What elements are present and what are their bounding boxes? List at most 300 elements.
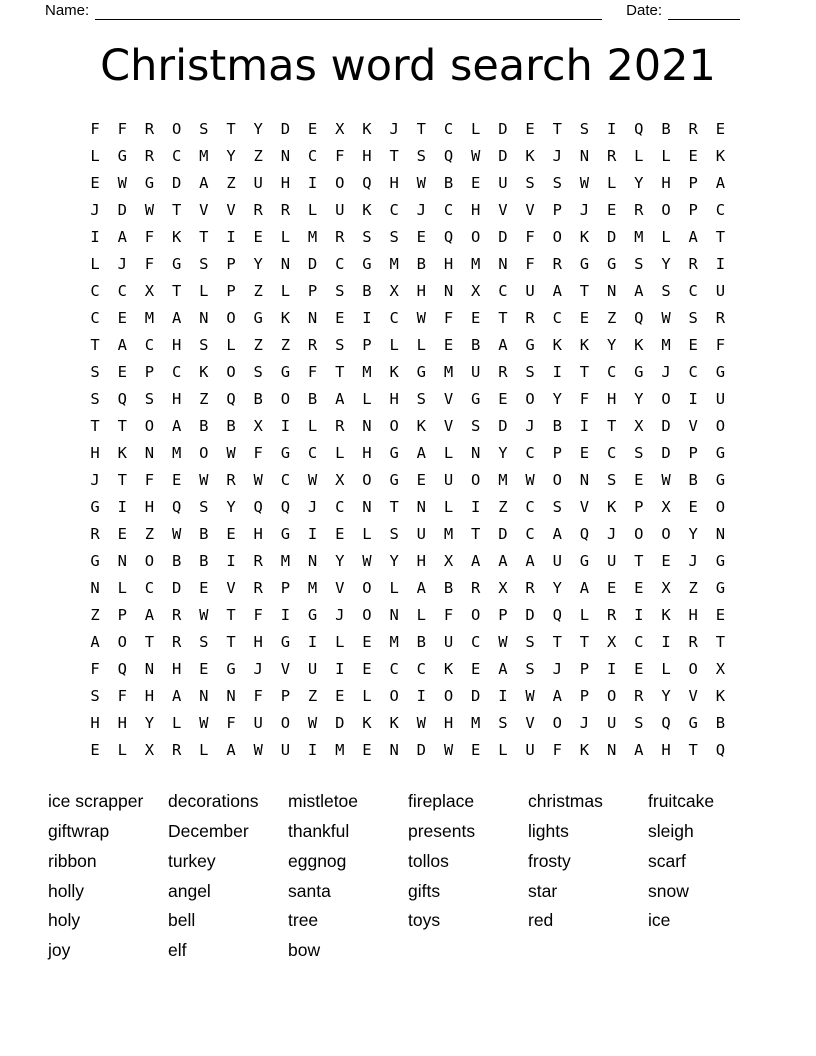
grid-cell: U bbox=[253, 713, 263, 732]
grid-cell: M bbox=[362, 362, 372, 381]
grid-cell: C bbox=[280, 470, 291, 489]
grid-cell: E bbox=[606, 200, 617, 219]
grid-cell: I bbox=[661, 632, 671, 651]
grid-row bbox=[82, 331, 735, 358]
grid-cell: R bbox=[688, 119, 698, 138]
grid-cell: G bbox=[389, 470, 399, 489]
grid-cell: S bbox=[335, 335, 345, 354]
grid-cell: D bbox=[498, 227, 508, 246]
grid-cell: D bbox=[606, 227, 617, 246]
grid-cell: C bbox=[634, 632, 644, 651]
grid-cell: C bbox=[171, 362, 182, 381]
word-item: ribbon bbox=[48, 850, 97, 871]
grid-cell: Y bbox=[661, 686, 671, 705]
word-list bbox=[0, 787, 816, 966]
grid-cell: S bbox=[389, 524, 399, 543]
grid-cell: N bbox=[280, 146, 291, 165]
grid-cell: H bbox=[416, 551, 427, 570]
grid-cell: O bbox=[144, 551, 155, 570]
grid-cell: R bbox=[525, 578, 535, 597]
grid-cell: D bbox=[661, 443, 671, 462]
grid-cell: W bbox=[144, 200, 155, 219]
grid-cell: K bbox=[171, 227, 182, 246]
grid-cell: S bbox=[199, 335, 209, 354]
grid-cell: T bbox=[579, 632, 590, 651]
grid-cell: B bbox=[715, 713, 726, 732]
grid-cell: D bbox=[335, 713, 345, 732]
grid-cell: J bbox=[389, 119, 399, 138]
grid-cell: K bbox=[389, 362, 399, 381]
grid-cell: R bbox=[144, 146, 155, 165]
grid-cell: A bbox=[498, 335, 508, 354]
grid-cell: K bbox=[362, 200, 372, 219]
grid-cell: G bbox=[362, 254, 372, 273]
grid-cell: E bbox=[362, 632, 372, 651]
grid-row bbox=[82, 385, 735, 412]
grid-cell: C bbox=[90, 281, 100, 300]
grid-cell: C bbox=[144, 335, 155, 354]
grid-cell: T bbox=[199, 227, 209, 246]
grid-cell: M bbox=[634, 227, 644, 246]
grid-cell: B bbox=[199, 524, 209, 543]
grid-cell: K bbox=[715, 146, 726, 165]
grid-cell: Y bbox=[253, 254, 263, 273]
grid-cell: R bbox=[634, 686, 644, 705]
grid-cell: E bbox=[307, 119, 318, 138]
grid-cell: U bbox=[606, 713, 617, 732]
grid-cell: L bbox=[498, 740, 508, 759]
grid-cell: O bbox=[661, 389, 671, 408]
grid-row bbox=[82, 250, 735, 277]
grid-cell: S bbox=[661, 281, 671, 300]
grid-cell: H bbox=[362, 146, 372, 165]
grid-cell: L bbox=[335, 632, 345, 651]
grid-cell: J bbox=[661, 362, 671, 381]
grid-cell: M bbox=[307, 227, 318, 246]
grid-cell: R bbox=[525, 308, 535, 327]
grid-cell: D bbox=[498, 416, 508, 435]
grid-cell: G bbox=[171, 254, 182, 273]
grid-cell: F bbox=[579, 389, 590, 408]
word-item: scarf bbox=[648, 850, 686, 871]
grid-cell: H bbox=[443, 713, 454, 732]
word-column bbox=[408, 787, 528, 966]
grid-cell: V bbox=[443, 389, 454, 408]
grid-cell: T bbox=[688, 740, 698, 759]
grid-cell: X bbox=[335, 470, 345, 489]
grid-cell: L bbox=[226, 335, 236, 354]
word-column bbox=[168, 787, 288, 966]
grid-cell: K bbox=[362, 713, 372, 732]
grid-cell: D bbox=[498, 524, 508, 543]
grid-cell: P bbox=[688, 443, 698, 462]
grid-cell: D bbox=[525, 605, 535, 624]
grid-cell: L bbox=[661, 659, 671, 678]
word-item: santa bbox=[288, 880, 331, 901]
grid-cell: G bbox=[715, 443, 726, 462]
grid-cell: D bbox=[171, 578, 182, 597]
grid-cell: N bbox=[199, 308, 209, 327]
grid-cell: O bbox=[525, 389, 535, 408]
grid-cell: P bbox=[552, 443, 562, 462]
grid-cell: Y bbox=[389, 551, 399, 570]
grid-cell: Z bbox=[226, 173, 236, 192]
grid-cell: K bbox=[606, 497, 617, 516]
grid-cell: V bbox=[226, 200, 236, 219]
grid-cell: H bbox=[144, 497, 155, 516]
grid-cell: A bbox=[525, 551, 535, 570]
word-column bbox=[48, 787, 168, 966]
grid-cell: Q bbox=[443, 227, 454, 246]
grid-row bbox=[82, 196, 735, 223]
grid-cell: G bbox=[606, 254, 617, 273]
grid-cell: L bbox=[389, 335, 399, 354]
grid-cell: N bbox=[362, 497, 372, 516]
grid-cell: B bbox=[226, 416, 236, 435]
grid-cell: C bbox=[307, 146, 318, 165]
grid-cell: E bbox=[498, 389, 508, 408]
grid-cell: P bbox=[280, 686, 291, 705]
grid-cell: O bbox=[199, 443, 209, 462]
grid-cell: E bbox=[471, 659, 481, 678]
grid-cell: A bbox=[416, 578, 427, 597]
grid-cell: T bbox=[606, 416, 617, 435]
grid-cell: Z bbox=[253, 146, 263, 165]
grid-cell: L bbox=[280, 281, 291, 300]
grid-cell: F bbox=[335, 146, 345, 165]
grid-cell: I bbox=[362, 308, 372, 327]
grid-cell: S bbox=[579, 119, 590, 138]
grid-cell: M bbox=[199, 146, 209, 165]
grid-cell: M bbox=[443, 524, 454, 543]
grid-cell: O bbox=[552, 470, 562, 489]
grid-cell: N bbox=[226, 686, 236, 705]
grid-cell: Y bbox=[552, 578, 562, 597]
grid-cell: Q bbox=[661, 713, 671, 732]
grid-cell: L bbox=[280, 227, 291, 246]
grid-cell: A bbox=[117, 335, 127, 354]
grid-cell: L bbox=[90, 146, 100, 165]
grid-cell: G bbox=[226, 659, 236, 678]
grid-cell: L bbox=[471, 119, 481, 138]
grid-cell: C bbox=[443, 200, 454, 219]
grid-cell: F bbox=[307, 362, 318, 381]
grid-cell: T bbox=[389, 146, 399, 165]
grid-row bbox=[82, 439, 735, 466]
grid-cell: G bbox=[90, 551, 100, 570]
grid-cell: G bbox=[688, 713, 698, 732]
grid-cell: G bbox=[634, 362, 644, 381]
grid-cell: T bbox=[144, 632, 155, 651]
grid-cell: F bbox=[144, 470, 155, 489]
grid-cell: T bbox=[335, 362, 345, 381]
grid-cell: W bbox=[498, 632, 508, 651]
grid-cell: I bbox=[552, 362, 562, 381]
grid-cell: P bbox=[362, 335, 372, 354]
word-item: decorations bbox=[168, 791, 259, 812]
grid-cell: A bbox=[335, 389, 345, 408]
grid-cell: D bbox=[498, 146, 508, 165]
grid-cell: M bbox=[661, 335, 671, 354]
grid-cell: S bbox=[498, 713, 508, 732]
grid-cell: G bbox=[579, 551, 590, 570]
grid-cell: X bbox=[443, 551, 454, 570]
grid-cell: H bbox=[661, 740, 671, 759]
grid-cell: U bbox=[443, 470, 454, 489]
grid-cell: A bbox=[634, 281, 644, 300]
grid-cell: Y bbox=[661, 254, 671, 273]
grid-cell: Y bbox=[552, 389, 562, 408]
grid-cell: Q bbox=[171, 497, 182, 516]
grid-cell: H bbox=[443, 254, 454, 273]
grid-cell: B bbox=[443, 578, 454, 597]
grid-cell: I bbox=[280, 416, 291, 435]
grid-cell: G bbox=[715, 551, 726, 570]
grid-row bbox=[82, 115, 735, 142]
grid-cell: M bbox=[443, 362, 454, 381]
grid-cell: S bbox=[688, 308, 698, 327]
grid-cell: X bbox=[498, 578, 508, 597]
grid-cell: N bbox=[579, 146, 590, 165]
grid-cell: A bbox=[498, 551, 508, 570]
grid-cell: S bbox=[634, 713, 644, 732]
grid-cell: Y bbox=[253, 119, 263, 138]
grid-cell: L bbox=[416, 335, 427, 354]
grid-cell: E bbox=[525, 119, 535, 138]
grid-cell: B bbox=[416, 254, 427, 273]
grid-cell: Y bbox=[226, 497, 236, 516]
word-item: giftwrap bbox=[48, 820, 110, 841]
word-item: tollos bbox=[408, 850, 449, 871]
grid-cell: S bbox=[525, 173, 535, 192]
grid-cell: S bbox=[90, 389, 100, 408]
word-column bbox=[288, 787, 408, 966]
grid-cell: Q bbox=[634, 119, 644, 138]
grid-cell: N bbox=[199, 686, 209, 705]
grid-cell: W bbox=[253, 740, 263, 759]
grid-cell: C bbox=[606, 443, 617, 462]
grid-cell: R bbox=[307, 335, 318, 354]
grid-cell: A bbox=[471, 551, 481, 570]
grid-cell: Z bbox=[199, 389, 209, 408]
grid-cell: N bbox=[579, 470, 590, 489]
grid-cell: N bbox=[144, 659, 155, 678]
grid-cell: E bbox=[362, 659, 372, 678]
grid-cell: P bbox=[688, 200, 698, 219]
grid-cell: W bbox=[471, 146, 481, 165]
word-item: eggnog bbox=[288, 850, 347, 871]
grid-cell: D bbox=[307, 254, 318, 273]
grid-cell: T bbox=[117, 416, 127, 435]
grid-cell: T bbox=[579, 362, 590, 381]
grid-cell: O bbox=[117, 632, 127, 651]
grid-cell: E bbox=[117, 524, 127, 543]
grid-cell: I bbox=[280, 605, 291, 624]
grid-cell: E bbox=[335, 308, 345, 327]
grid-cell: K bbox=[280, 308, 291, 327]
grid-cell: W bbox=[117, 173, 127, 192]
grid-cell: T bbox=[226, 605, 236, 624]
grid-cell: T bbox=[634, 551, 644, 570]
grid-cell: O bbox=[634, 524, 644, 543]
grid-cell: I bbox=[90, 227, 100, 246]
grid-cell: B bbox=[661, 119, 671, 138]
grid-cell: I bbox=[688, 389, 698, 408]
grid-cell: W bbox=[661, 470, 671, 489]
grid-cell: W bbox=[362, 551, 372, 570]
word-item: tree bbox=[288, 910, 319, 931]
grid-cell: S bbox=[362, 227, 372, 246]
grid-cell: F bbox=[90, 119, 100, 138]
grid-cell: G bbox=[715, 470, 726, 489]
grid-cell: K bbox=[579, 335, 590, 354]
word-column bbox=[648, 787, 768, 966]
grid-cell: S bbox=[471, 416, 481, 435]
grid-cell: I bbox=[307, 632, 318, 651]
grid-cell: H bbox=[253, 632, 263, 651]
grid-cell: O bbox=[471, 605, 481, 624]
grid-cell: S bbox=[416, 146, 427, 165]
grid-cell: Y bbox=[634, 389, 644, 408]
grid-cell: O bbox=[389, 686, 399, 705]
grid-cell: W bbox=[199, 470, 209, 489]
grid-cell: P bbox=[226, 281, 236, 300]
grid-cell: R bbox=[226, 470, 236, 489]
grid-cell: D bbox=[171, 173, 182, 192]
grid-cell: H bbox=[471, 200, 481, 219]
grid-cell: X bbox=[335, 119, 345, 138]
grid-cell: M bbox=[471, 254, 481, 273]
grid-cell: C bbox=[688, 362, 698, 381]
grid-cell: G bbox=[280, 362, 291, 381]
grid-cell: N bbox=[307, 308, 318, 327]
grid-cell: W bbox=[579, 173, 590, 192]
grid-cell: K bbox=[117, 443, 127, 462]
grid-cell: U bbox=[307, 659, 318, 678]
grid-cell: V bbox=[443, 416, 454, 435]
grid-cell: I bbox=[307, 524, 318, 543]
grid-cell: E bbox=[688, 497, 698, 516]
grid-cell: K bbox=[443, 659, 454, 678]
grid-cell: V bbox=[525, 200, 535, 219]
grid-cell: J bbox=[117, 254, 127, 273]
grid-cell: U bbox=[606, 551, 617, 570]
grid-cell: E bbox=[688, 146, 698, 165]
word-item: thankful bbox=[288, 820, 350, 841]
word-item: joy bbox=[48, 940, 71, 961]
grid-cell: C bbox=[498, 281, 508, 300]
grid-cell: B bbox=[443, 173, 454, 192]
grid-cell: T bbox=[117, 470, 127, 489]
grid-cell: O bbox=[688, 659, 698, 678]
grid-cell: D bbox=[280, 119, 291, 138]
grid-cell: E bbox=[362, 740, 372, 759]
grid-cell: P bbox=[144, 362, 155, 381]
grid-cell: O bbox=[280, 713, 291, 732]
grid-cell: E bbox=[199, 659, 209, 678]
grid-cell: W bbox=[416, 173, 427, 192]
grid-cell: V bbox=[199, 200, 209, 219]
grid-cell: K bbox=[199, 362, 209, 381]
grid-cell: J bbox=[579, 713, 590, 732]
grid-cell: V bbox=[280, 659, 291, 678]
name-blank-line bbox=[95, 4, 602, 20]
grid-cell: K bbox=[525, 146, 535, 165]
grid-cell: V bbox=[226, 578, 236, 597]
grid-cell: H bbox=[90, 713, 100, 732]
grid-cell: I bbox=[307, 740, 318, 759]
grid-cell: L bbox=[443, 497, 454, 516]
grid-cell: U bbox=[471, 362, 481, 381]
grid-cell: H bbox=[362, 443, 372, 462]
grid-cell: W bbox=[253, 470, 263, 489]
grid-cell: B bbox=[199, 551, 209, 570]
grid-cell: J bbox=[606, 524, 617, 543]
grid-cell: H bbox=[253, 524, 263, 543]
grid-cell: O bbox=[389, 416, 399, 435]
grid-cell: B bbox=[552, 416, 562, 435]
grid-cell: E bbox=[226, 524, 236, 543]
grid-cell: N bbox=[280, 254, 291, 273]
grid-cell: L bbox=[362, 389, 372, 408]
grid-cell: M bbox=[144, 308, 155, 327]
grid-cell: I bbox=[117, 497, 127, 516]
grid-cell: Z bbox=[606, 308, 617, 327]
grid-cell: P bbox=[579, 686, 590, 705]
grid-cell: U bbox=[253, 173, 263, 192]
grid-cell: H bbox=[389, 173, 399, 192]
grid-cell: U bbox=[715, 389, 726, 408]
grid-cell: G bbox=[715, 578, 726, 597]
grid-cell: S bbox=[199, 632, 209, 651]
grid-cell: N bbox=[362, 416, 372, 435]
grid-cell: X bbox=[471, 281, 481, 300]
grid-cell: E bbox=[117, 308, 127, 327]
grid-cell: O bbox=[144, 416, 155, 435]
grid-cell: Q bbox=[253, 497, 263, 516]
grid-cell: G bbox=[471, 389, 481, 408]
grid-cell: H bbox=[280, 173, 291, 192]
word-item: mistletoe bbox=[288, 791, 359, 812]
grid-cell: L bbox=[362, 686, 372, 705]
grid-cell: R bbox=[253, 200, 263, 219]
grid-cell: K bbox=[634, 335, 644, 354]
grid-cell: C bbox=[525, 497, 535, 516]
grid-cell: T bbox=[90, 335, 100, 354]
grid-cell: R bbox=[335, 227, 345, 246]
grid-row bbox=[82, 709, 735, 736]
grid-cell: Q bbox=[117, 659, 127, 678]
grid-cell: T bbox=[552, 632, 562, 651]
grid-cell: B bbox=[307, 389, 318, 408]
grid-cell: L bbox=[634, 146, 644, 165]
grid-cell: P bbox=[634, 497, 644, 516]
grid-cell: W bbox=[525, 470, 535, 489]
grid-cell: A bbox=[171, 308, 182, 327]
grid-cell: Q bbox=[443, 146, 454, 165]
grid-cell: O bbox=[552, 713, 562, 732]
grid-cell: R bbox=[335, 416, 345, 435]
grid-cell: E bbox=[253, 227, 263, 246]
grid-cell: L bbox=[362, 524, 372, 543]
grid-cell: V bbox=[579, 497, 590, 516]
grid-cell: M bbox=[307, 578, 318, 597]
grid-cell: L bbox=[199, 281, 209, 300]
grid-cell: S bbox=[253, 362, 263, 381]
grid-cell: R bbox=[552, 254, 562, 273]
grid-cell: S bbox=[389, 227, 399, 246]
grid-cell: T bbox=[416, 119, 427, 138]
